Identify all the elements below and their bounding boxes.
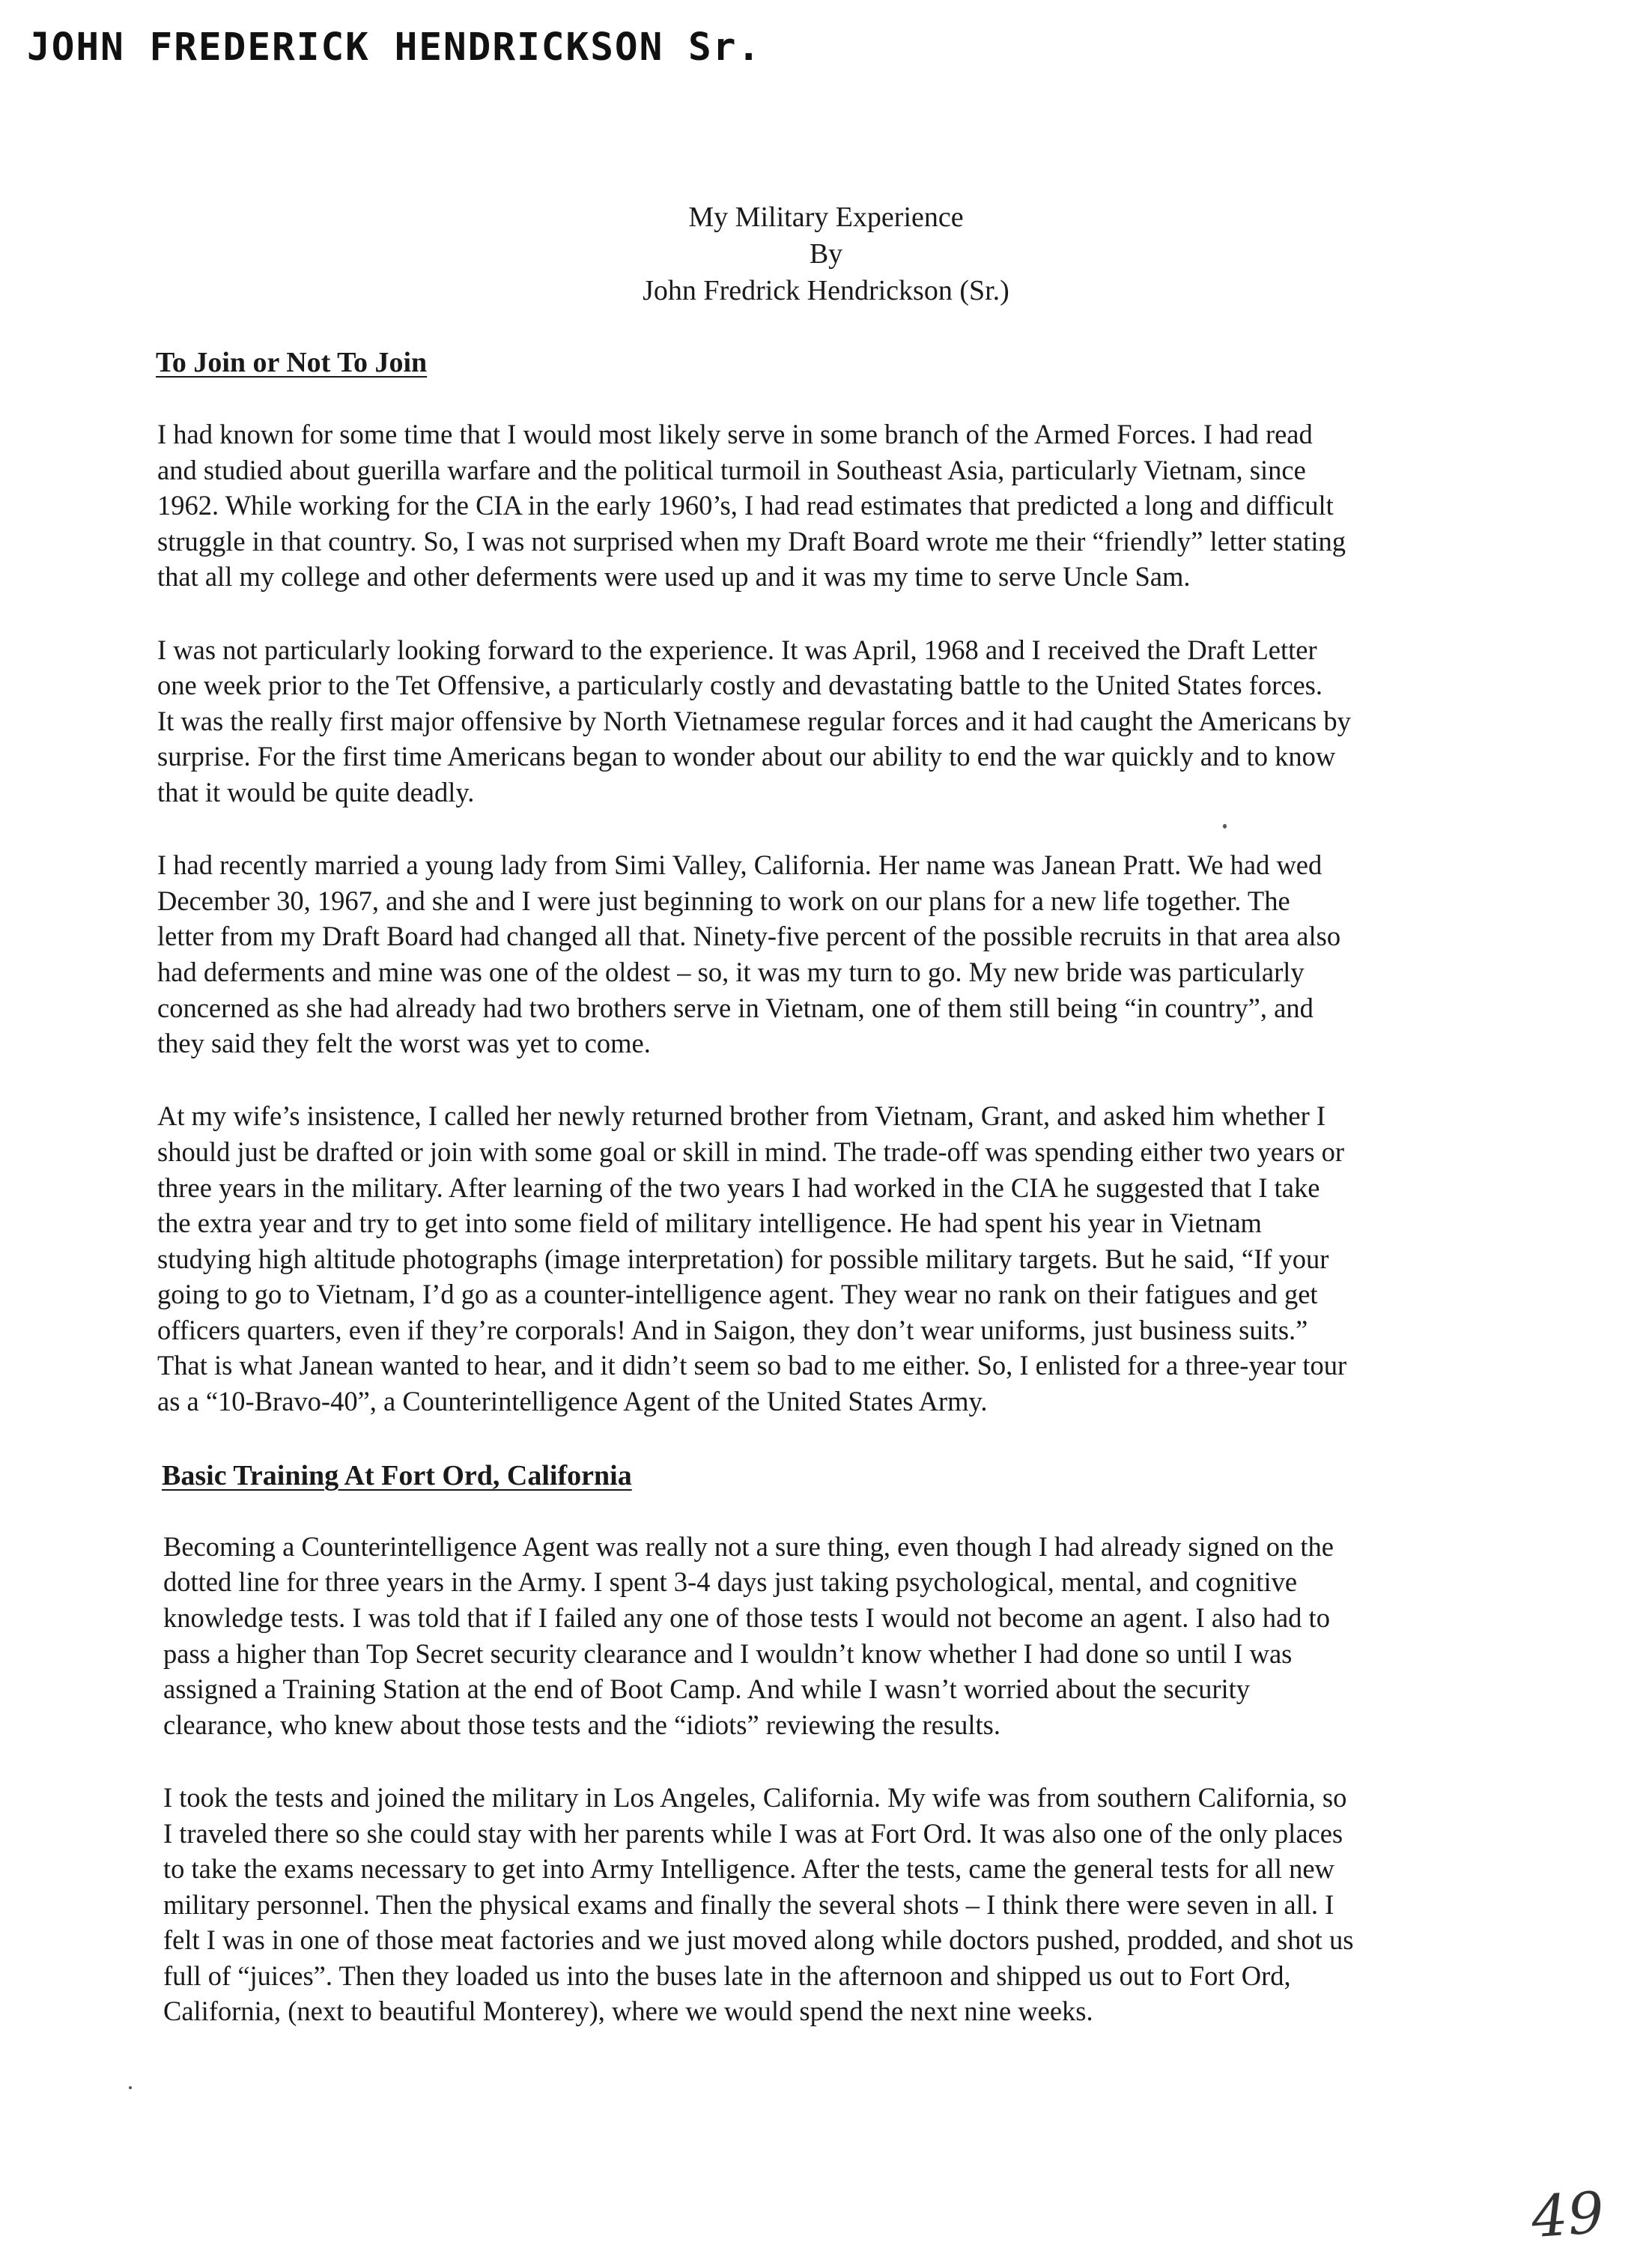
text-line: December 30, 1967, and she and I were just beginning to work on our plans for a new life together. The [157,885,1290,916]
text-line: California, (next to beautiful Monterey), where we would spend the next nine weeks. [163,1996,1093,2026]
text-line: that all my college and other deferments were used up and it was my time to serve Uncle Sam. [157,561,1191,592]
text-line: three years in the military. After learning of the two years I had worked in the CIA he suggested that I take [157,1172,1320,1203]
section-heading-join: To Join or Not To Join [156,347,428,378]
text-line: had deferments and mine was one of the oldest – so, it was my turn to go. My new bride was particularly [157,957,1305,987]
text-line: I traveled there so she could stay with her parents while I was at Fort Ord. It was also one of the only places [163,1818,1343,1849]
title-line-2: By [809,238,843,270]
text-line: should just be drafted or join with some goal or skill in mind. The trade-off was spending either two years or [157,1136,1345,1167]
header-stamp: JOHN FREDERICK HENDRICKSON Sr. [27,25,762,70]
text-line: struggle in that country. So, I was not surprised when my Draft Board wrote me their “friendly” letter stating [157,526,1346,557]
text-line: and studied about guerilla warfare and the political turmoil in Southeast Asia, particularly Vietnam, since [157,455,1306,485]
text-line: the extra year and try to get into some field of military intelligence. He had spent his year in Vietnam [157,1208,1262,1238]
text-line: felt I was in one of those meat factories and we just moved along while doctors pushed, prodded, and shot us [163,1924,1354,1955]
text-line: studying high altitude photographs (image interpretation) for possible military targets. But he said, “If your [157,1243,1329,1274]
document-title [0,199,1652,309]
text-line: I had recently married a young lady from Simi Valley, California. Her name was Janean Pratt. We had wed [157,849,1322,880]
text-line: 1962. While working for the CIA in the early 1960’s, I had read estimates that predicted a long and difficult [157,490,1334,521]
scan-speck [129,2086,132,2089]
text-line: they said they felt the worst was yet to come. [157,1028,651,1058]
text-line: letter from my Draft Board had changed all that. Ninety-five percent of the possible recruits in that area also [157,921,1341,951]
text-line: I was not particularly looking forward to the experience. It was April, 1968 and I received the Draft Letter [157,634,1317,665]
text-line: full of “juices”. Then they loaded us into the buses late in the afternoon and shipped us out to Fort Ord, [163,1960,1291,1991]
text-line: concerned as she had already had two brothers serve in Vietnam, one of them still being “in country”, and [157,993,1314,1023]
text-line: It was the really first major offensive by North Vietnamese regular forces and it had caught the Americans by [157,706,1351,736]
text-line: clearance, who knew about those tests and the “idiots” reviewing the results. [163,1709,1000,1740]
text-line: dotted line for three years in the Army. I spent 3-4 days just taking psychological, mental, and cognitive [163,1566,1298,1597]
title-line-1: My Military Experience [688,202,964,233]
text-line: At my wife’s insistence, I called her newly returned brother from Vietnam, Grant, and asked him whether I [157,1100,1326,1131]
text-line: one week prior to the Tet Offensive, a particularly costly and devastating battle to the United States forces. [157,670,1322,700]
text-line: assigned a Training Station at the end of Boot Camp. And while I wasn’t worried about the security [163,1673,1250,1704]
page-number: 49 [1529,2178,1606,2251]
text-line: military personnel. Then the physical exams and finally the several shots – I think there were seven in all. I [163,1889,1334,1920]
text-line: surprise. For the first time Americans began to wonder about our ability to end the war quickly and to know [157,741,1336,772]
text-line: to take the exams necessary to get into Army Intelligence. After the tests, came the general tests for all new [163,1853,1334,1884]
scan-speck [1223,824,1227,828]
text-line: Becoming a Counterintelligence Agent was really not a sure thing, even though I had already signed on the [163,1531,1334,1562]
text-line: knowledge tests. I was told that if I failed any one of those tests I would not become an agent. I also had to [163,1602,1330,1633]
text-line: that it would be quite deadly. [157,777,475,808]
section-heading-basic-training: Basic Training At Fort Ord, California [162,1460,632,1491]
text-line: pass a higher than Top Secret security clearance and I wouldn’t know whether I had done so until I was [163,1638,1293,1669]
text-line: That is what Janean wanted to hear, and it didn’t seem so bad to me either. So, I enlisted for a three-year tour [157,1350,1347,1381]
text-line: officers quarters, even if they’re corporals! And in Saigon, they don’t wear uniforms, just business suits.” [157,1315,1308,1345]
text-line: I had known for some time that I would most likely serve in some branch of the Armed Forces. I had read [157,419,1313,449]
text-line: going to go to Vietnam, I’d go as a counter-intelligence agent. They wear no rank on their fatigues and get [157,1279,1318,1309]
title-line-3: John Fredrick Hendrickson (Sr.) [643,275,1009,306]
text-line: I took the tests and joined the military in Los Angeles, California. My wife was from southern California, so [163,1782,1347,1813]
text-line: as a “10-Bravo-40”, a Counterintelligence Agent of the United States Army. [157,1386,988,1417]
